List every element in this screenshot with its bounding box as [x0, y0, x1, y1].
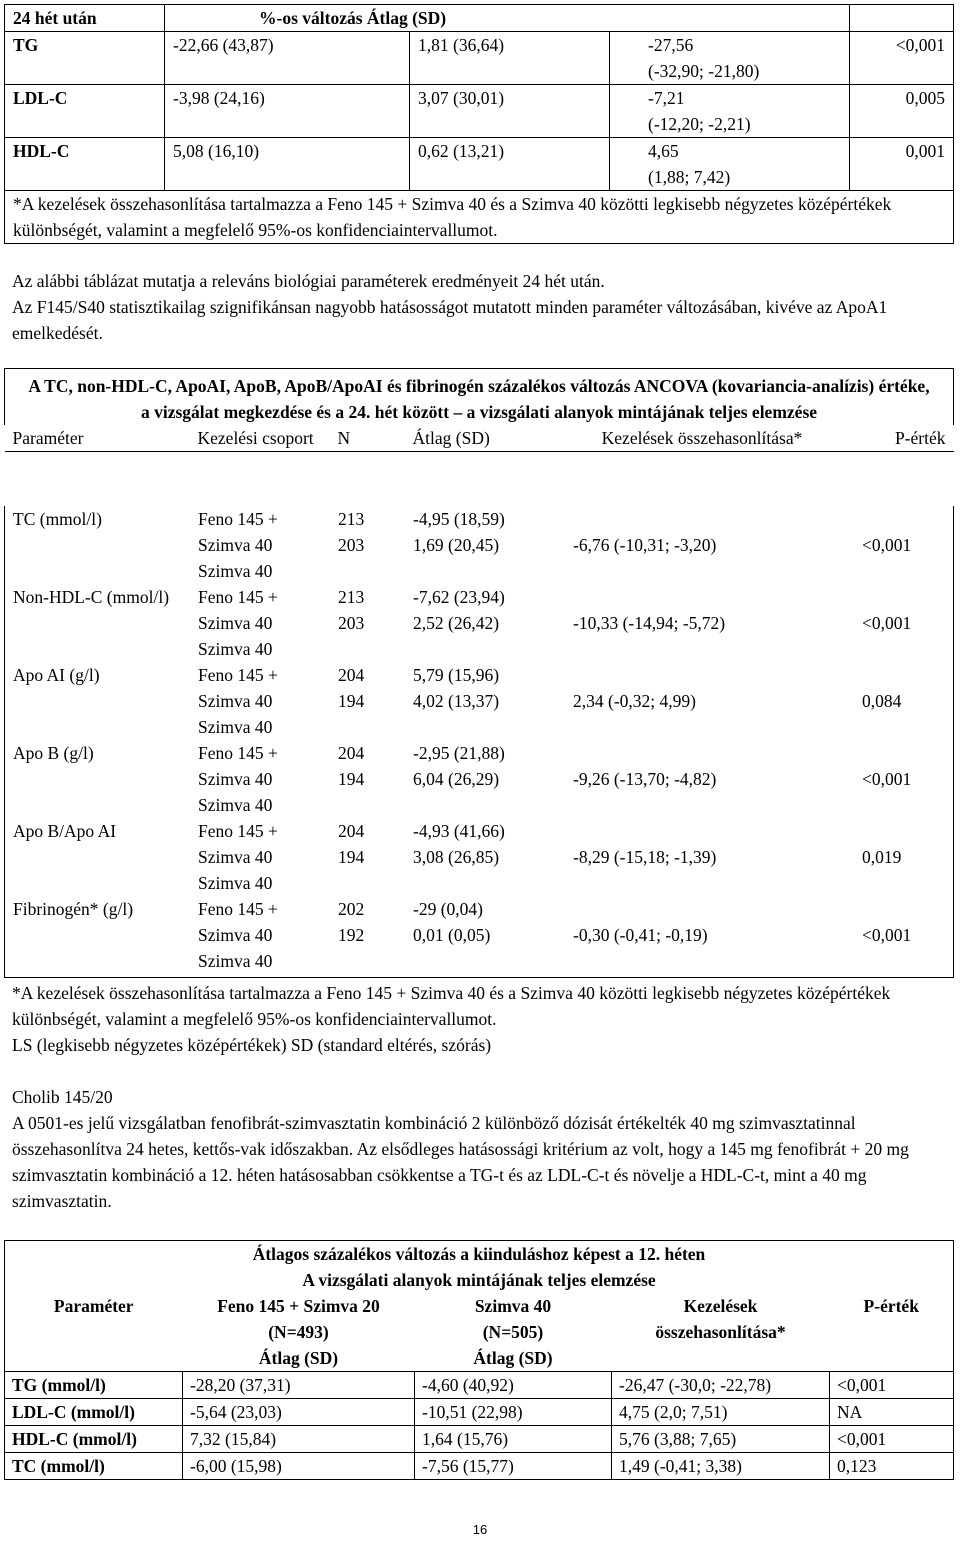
- value-cell: -6,00 (15,98): [183, 1453, 415, 1480]
- n-cell: 203: [338, 535, 365, 555]
- value-cell: 1,81 (36,64): [410, 32, 610, 85]
- mean-cell: -4,93 (41,66): [413, 821, 505, 841]
- n-cell: 213: [338, 587, 365, 607]
- value-cell: 7,32 (15,84): [183, 1426, 415, 1453]
- group-cell: Szimva 40: [198, 769, 273, 789]
- n-cell: 194: [338, 847, 365, 867]
- param-cell: TC (mmol/l): [5, 1453, 183, 1480]
- value-cell: 0,62 (13,21): [410, 138, 610, 191]
- p-cell: 0,123: [830, 1453, 954, 1480]
- value-cell: [610, 138, 850, 191]
- p-cell: <0,001: [862, 925, 912, 945]
- mean-cell: 1,69 (20,45): [413, 535, 500, 555]
- value-cell: [610, 85, 850, 138]
- table-row: [4, 896, 954, 978]
- mean-cell: 6,04 (26,29): [413, 769, 500, 789]
- param-cell: LDL-C (mmol/l): [5, 1399, 183, 1426]
- comp-cell: -8,29 (-15,18; -1,39): [573, 847, 717, 867]
- column-header: Kezelések összehasonlítása*: [565, 425, 840, 452]
- comp-cell: -10,33 (-14,94; -5,72): [573, 613, 726, 633]
- column-header: Kezelések összehasonlítása*: [612, 1293, 830, 1372]
- group-cell: Szimva 40: [198, 691, 273, 711]
- table-row: [5, 1426, 954, 1453]
- value-cell: -26,47 (-30,0; -22,78): [612, 1372, 830, 1399]
- group-cell: Szimva 40: [198, 925, 273, 945]
- mean-cell: 4,02 (13,37): [413, 691, 500, 711]
- group-cell: Szimva 40: [198, 951, 273, 971]
- p-cell: <0,001: [850, 32, 954, 85]
- section-text: A 0501-es jelű vizsgálatban fenofibrát-szimvasztatin kombináció 2 különböző dózisát értékelték 40 mg szimvasztatinnal összehasonlítva 24 hetes, kettős-vak időszakban. Az elsődleges hatásossági kritérium az volt, hogy a 145 mg fenofibrát + 20 mg szimvasztatin kombináció a 12. héten hatásosabban csökkentse a TG-t és az LDL-C-t és növelje a HDL-C-t, mint a 40 mg szimvasztatin.: [12, 1113, 909, 1211]
- table-row: [4, 740, 954, 818]
- n-cell: 213: [338, 509, 365, 529]
- param-cell: Apo AI (g/l): [13, 665, 100, 685]
- value-cell: -22,66 (43,87): [165, 32, 410, 85]
- table-row: [4, 662, 954, 740]
- param-cell: Non-HDL-C (mmol/l): [13, 587, 170, 607]
- group-cell: Feno 145 +: [198, 743, 278, 763]
- group-cell: Szimva 40: [198, 717, 273, 737]
- n-cell: 194: [338, 691, 365, 711]
- comp-cell: -6,76 (-10,31; -3,20): [573, 535, 717, 555]
- param-cell: TC (mmol/l): [13, 509, 102, 529]
- column-header: Paraméter: [5, 1293, 183, 1372]
- mean-cell: -2,95 (21,88): [413, 743, 505, 763]
- group-cell: Szimva 40: [198, 613, 273, 633]
- comp-ci: (1,88; 7,42): [648, 167, 731, 187]
- ancova-table: [4, 368, 954, 452]
- n-cell: 194: [338, 769, 365, 789]
- param-cell: HDL-C (mmol/l): [5, 1426, 183, 1453]
- value-cell: -28,20 (37,31): [183, 1372, 415, 1399]
- value-cell: 5,08 (16,10): [165, 138, 410, 191]
- column-header: Kezelési csoport: [190, 425, 330, 452]
- value-cell: -4,60 (40,92): [415, 1372, 612, 1399]
- comp-ci: (-32,90; -21,80): [648, 61, 760, 81]
- param-cell: TG (mmol/l): [5, 1372, 183, 1399]
- value-cell: 1,49 (-0,41; 3,38): [612, 1453, 830, 1480]
- table-title: A TC, non-HDL-C, ApoAI, ApoB, ApoB/ApoAI és fibrinogén százalékos változás ANCOVA (kovariancia-analízis) értéke, a vizsgálat megkezdése és a 24. hét között – a vizsgálati alanyok mintájának teljes elemzése: [5, 369, 954, 426]
- table-row: [5, 1372, 954, 1399]
- n-cell: 202: [338, 899, 365, 919]
- group-cell: Feno 145 +: [198, 899, 278, 919]
- p-cell: NA: [830, 1399, 954, 1426]
- group-cell: Feno 145 +: [198, 665, 278, 685]
- comp-value: 4,65: [648, 141, 679, 161]
- p-cell: 0,001: [850, 138, 954, 191]
- value-cell: 3,07 (30,01): [410, 85, 610, 138]
- p-cell: 0,005: [850, 85, 954, 138]
- column-header: P-érték: [830, 1293, 954, 1372]
- p-cell: <0,001: [862, 535, 912, 555]
- value-cell: 1,64 (15,76): [415, 1426, 612, 1453]
- param-cell: LDL-C: [5, 85, 165, 138]
- mean-cell: 2,52 (26,42): [413, 613, 500, 633]
- table-row: [4, 506, 954, 584]
- comp-cell: -0,30 (-0,41; -0,19): [573, 925, 708, 945]
- param-cell: Apo B/Apo AI: [13, 821, 117, 841]
- table-subtitle: A vizsgálati alanyok mintájának teljes elemzése: [302, 1270, 656, 1290]
- group-cell: Feno 145 +: [198, 587, 278, 607]
- mean-cell: 5,79 (15,96): [413, 665, 500, 685]
- column-header: Paraméter: [5, 425, 190, 452]
- param-cell: Fibrinogén* (g/l): [13, 899, 134, 919]
- column-header: Feno 145 + Szimva 20 (N=493) Átlag (SD): [183, 1293, 415, 1372]
- results-table-24-weeks: [4, 4, 954, 244]
- table-footnote: *A kezelések összehasonlítása tartalmazza a Feno 145 + Szimva 40 és a Szimva 40 közötti legkisebb négyzetes középértékek különbségét, valamint a megfelelő 95%-os konfidenciaintervallumot.: [5, 191, 954, 244]
- comp-value: -27,56: [648, 35, 694, 55]
- comp-ci: (-12,20; -2,21): [648, 114, 751, 134]
- comp-cell: 2,34 (-0,32; 4,99): [573, 691, 696, 711]
- value-cell: -5,64 (23,03): [183, 1399, 415, 1426]
- n-cell: 192: [338, 925, 365, 945]
- group-cell: Feno 145 +: [198, 821, 278, 841]
- table-row: [4, 584, 954, 662]
- group-cell: Szimva 40: [198, 639, 273, 659]
- comp-value: -7,21: [648, 88, 685, 108]
- header-cell: %-os változás Átlag (SD): [165, 5, 850, 32]
- mean-cell: -29 (0,04): [413, 899, 483, 919]
- value-cell: -7,56 (15,77): [415, 1453, 612, 1480]
- p-cell: <0,001: [830, 1426, 954, 1453]
- group-cell: Szimva 40: [198, 561, 273, 581]
- p-cell: <0,001: [862, 613, 912, 633]
- group-cell: Szimva 40: [198, 535, 273, 555]
- value-cell: 4,75 (2,0; 7,51): [612, 1399, 830, 1426]
- group-cell: Szimva 40: [198, 873, 273, 893]
- comp-cell: -9,26 (-13,70; -4,82): [573, 769, 717, 789]
- mean-cell: -4,95 (18,59): [413, 509, 505, 529]
- table-title: Átlagos százalékos változás a kiinduláshoz képest a 12. héten: [252, 1244, 706, 1264]
- mean-cell: -7,62 (23,94): [413, 587, 505, 607]
- param-cell: TG: [5, 32, 165, 85]
- param-cell: HDL-C: [5, 138, 165, 191]
- column-header: P-érték: [840, 425, 954, 452]
- column-header: Szimva 40 (N=505) Átlag (SD): [415, 1293, 612, 1372]
- paragraph: Az F145/S40 statisztikailag szignifikánsan nagyobb hatásosságot mutatott minden paraméter változásában, kivéve az ApoA1 emelkedését.: [12, 297, 888, 343]
- group-cell: Szimva 40: [198, 847, 273, 867]
- table-footnote: *A kezelések összehasonlítása tartalmazza a Feno 145 + Szimva 40 és a Szimva 40 közötti legkisebb négyzetes középértékek különbségét, valamint a megfelelő 95%-os konfidenciaintervallumot.: [12, 983, 891, 1029]
- p-cell: 0,019: [862, 847, 902, 867]
- column-header: Átlag (SD): [405, 425, 565, 452]
- table-row: [4, 818, 954, 896]
- header-cell: 24 hét után: [5, 5, 165, 32]
- value-cell: -10,51 (22,98): [415, 1399, 612, 1426]
- n-cell: 204: [338, 821, 365, 841]
- param-cell: Apo B (g/l): [13, 743, 94, 763]
- p-cell: <0,001: [862, 769, 912, 789]
- value-cell: [610, 32, 850, 85]
- value-cell: 5,76 (3,88; 7,65): [612, 1426, 830, 1453]
- mean-cell: 0,01 (0,05): [413, 925, 491, 945]
- section-heading: Cholib 145/20: [12, 1087, 113, 1107]
- page-number: 16: [472, 1522, 488, 1537]
- table-footnote: LS (legkisebb négyzetes középértékek) SD (standard eltérés, szórás): [12, 1035, 492, 1055]
- week12-table: [4, 1240, 954, 1480]
- p-cell: <0,001: [830, 1372, 954, 1399]
- group-cell: Feno 145 +: [198, 509, 278, 529]
- table-row: [5, 1453, 954, 1480]
- table-row: [5, 1399, 954, 1426]
- p-cell: 0,084: [862, 691, 902, 711]
- n-cell: 204: [338, 743, 365, 763]
- column-header: N: [330, 425, 405, 452]
- mean-cell: 3,08 (26,85): [413, 847, 500, 867]
- n-cell: 203: [338, 613, 365, 633]
- paragraph: Az alábbi táblázat mutatja a releváns biológiai paraméterek eredményeit 24 hét után.: [12, 271, 605, 291]
- group-cell: Szimva 40: [198, 795, 273, 815]
- value-cell: -3,98 (24,16): [165, 85, 410, 138]
- n-cell: 204: [338, 665, 365, 685]
